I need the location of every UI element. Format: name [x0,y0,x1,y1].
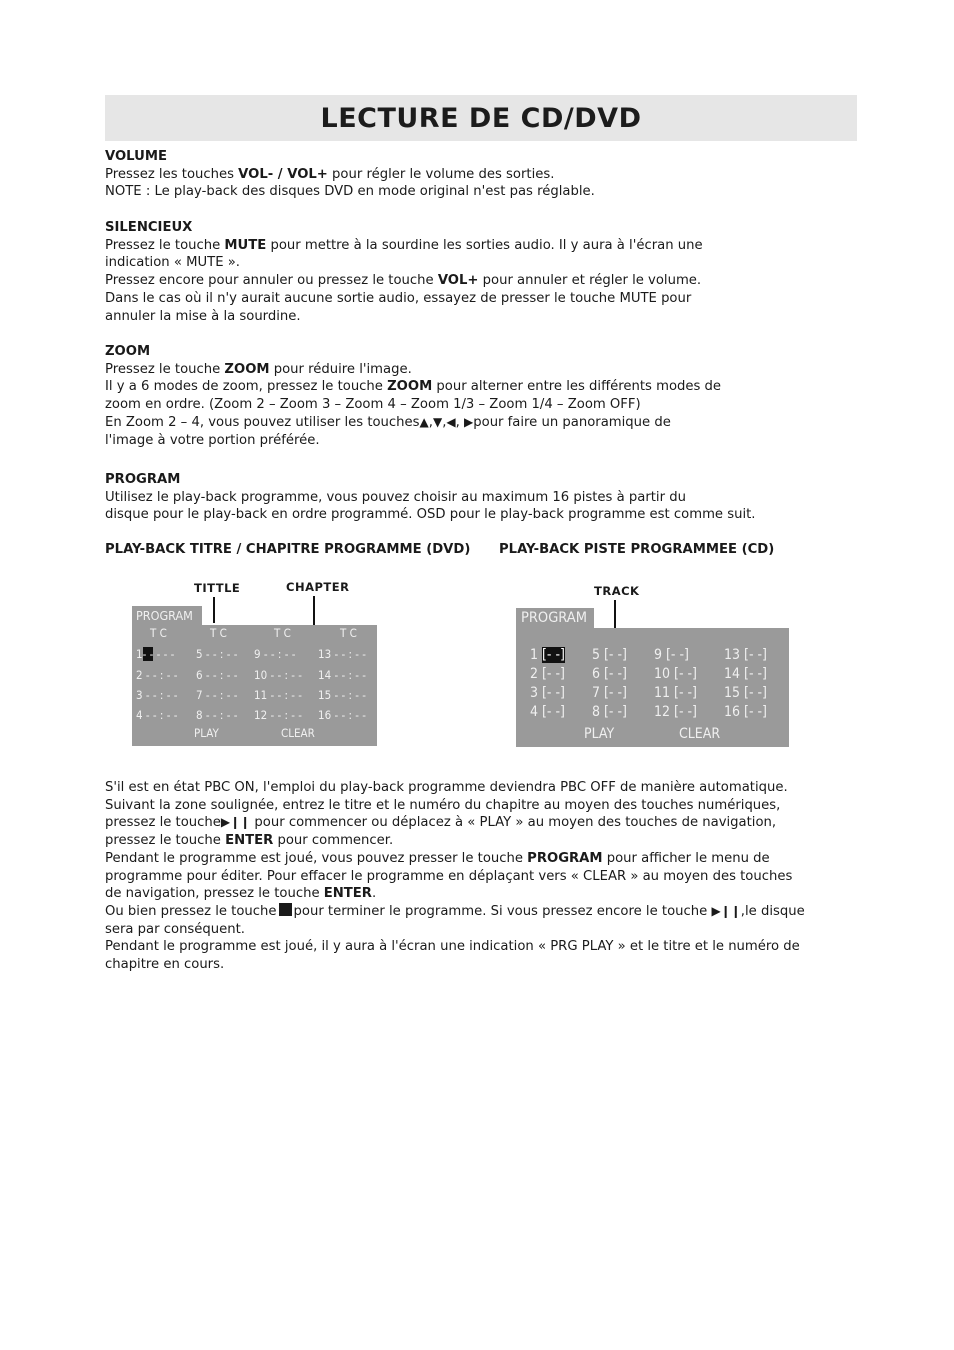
dvd-slot-number: 11 [254,688,268,702]
dvd-slot-number: 7 [196,688,203,702]
volume-line-2: NOTE : Le play-back des disques DVD en mode original n'est pas réglable. [105,184,595,200]
cd-slot-value: [- -] [604,685,627,701]
dvd-col-header: T C [274,626,291,640]
cd-slot-number: 12 [654,704,675,720]
dvd-heading: PLAY-BACK TITRE / CHAPITRE PROGRAMME (DVD) [105,542,471,557]
body-p8: Ou bien pressez le touche pour terminer le programme. Si vous pressez encore le touche ▶❙❙,le disque [105,903,805,919]
dvd-slot-value: - - : - - [267,688,303,702]
cd-slot [724,647,767,663]
cd-slot-value: [- -] [666,647,689,663]
cd-label-track: TRACK [594,584,640,598]
dvd-slot [318,668,366,682]
cd-slot [530,666,565,682]
dvd-slot-value: - - : - - [260,647,296,661]
cd-slot-selected[interactable]: [- -] [542,647,565,663]
dvd-col-header: T C [210,626,227,640]
cd-slot [654,647,689,663]
dvd-slot-number: 2 [136,668,143,682]
dvd-slot-number: 14 [318,668,332,682]
zoom-heading: ZOOM [105,344,151,359]
silencieux-line-4: Dans le cas où il n'y aurait aucune sortie audio, essayez de presser le touche MUTE pour [105,290,692,306]
cd-slot [654,666,697,682]
volume-line-1: Pressez les touches VOL- / VOL+ pour régler le volume des sorties. [105,166,555,182]
dvd-slot-value: - - : - - [202,708,238,722]
cd-slot-value: [- -] [604,647,627,663]
dvd-slot-number: 9 [254,647,261,661]
dvd-label-chapter: CHAPTER [286,580,350,594]
dvd-slot [136,647,174,661]
arrow-right-icon: ▶ [464,414,474,429]
cd-slot-value: [- -] [674,685,697,701]
cd-slot-value: [- -] [542,685,565,701]
dvd-col-header: T C [150,626,167,640]
dvd-slot-number: 6 [196,668,203,682]
cd-slot [724,704,767,720]
cd-slot-number: 14 [724,666,745,682]
arrow-left-icon: ◀ [446,414,456,429]
dvd-slot-number: 8 [196,708,203,722]
dvd-slot-value: - - : - - [267,708,303,722]
zoom-line-2: Il y a 6 modes de zoom, pressez le touche ZOOM pour alterner entre les différents modes de [105,379,722,395]
silencieux-line-3: Pressez encore pour annuler ou pressez le touche VOL+ pour annuler et régler le volume. [105,273,702,289]
dvd-slot [254,708,302,722]
body-p9: sera par conséquent. [105,921,245,937]
dvd-slot-value: - - : - - [202,647,238,661]
cd-slot [592,704,627,720]
dvd-slot-value: - - : - - [202,668,238,682]
cd-play-button[interactable]: PLAY [584,726,615,742]
stop-icon [279,903,292,916]
cd-slot-number: 6 [592,666,605,682]
cd-slot-value: [- -] [674,704,697,720]
dvd-slot [136,708,177,722]
dvd-osd-tab: PROGRAM [132,606,202,626]
cd-slot-value: [- -] [674,666,697,682]
silencieux-line-1: Pressez le touche MUTE pour mettre à la sourdine les sorties audio. Il y aura à l'écran une [105,237,703,253]
cd-slot [530,704,565,720]
program-line-1: Utilisez le play-back programme, vous pouvez choisir au maximum 16 pistes à partir du [105,489,686,505]
dvd-slot-number: 15 [318,688,332,702]
dvd-slot-number: 13 [318,647,332,661]
cd-clear-button[interactable]: CLEAR [679,726,721,742]
body-p5: Pendant le programme est joué, vous pouvez presser le touche PROGRAM pour afficher le menu de [105,850,770,866]
dvd-slot [136,668,177,682]
dvd-slot [254,668,302,682]
dvd-slot [196,708,237,722]
dvd-slot-value: - - : - - [331,688,367,702]
title-pointer-line [213,597,215,623]
cd-slot-number: 9 [654,647,667,663]
body-p7: de navigation, pressez le touche ENTER. [105,886,377,902]
dvd-slot [318,688,366,702]
dvd-slot-number: 1 [136,647,143,661]
cd-slot [592,666,627,682]
cd-slot-value: [- -] [604,666,627,682]
page-title: LECTURE DE CD/DVD [320,102,642,134]
zoom-line-3: zoom en ordre. (Zoom 2 – Zoom 3 – Zoom 4 – Zoom 1/3 – Zoom 1/4 – Zoom OFF) [105,397,641,413]
cd-slot-value: [- -] [744,685,767,701]
dvd-program-osd [132,625,377,746]
arrow-down-icon: ▼ [432,414,443,429]
cd-slot [654,685,697,701]
dvd-slot-value: - - : - - [331,708,367,722]
cd-slot-number: 5 [592,647,605,663]
body-text [105,779,865,974]
cd-slot [530,685,565,701]
program-heading: PROGRAM [105,472,181,487]
dvd-slot-value: - - : - - [331,668,367,682]
cd-osd-tab: PROGRAM [516,608,594,629]
dvd-slot-number: 12 [254,708,268,722]
body-p2: Suivant la zone soulignée, entrez le titre et le numéro du chapitre au moyen des touches numériques, [105,797,781,813]
dvd-slot-value: - - - [153,647,175,661]
body-p6: programme pour éditer. Pour effacer le programme en déplaçant vers « CLEAR » au moyen des touches [105,868,793,884]
body-p4: pressez le touche ENTER pour commencer. [105,833,394,849]
dvd-label-title: TITTLE [194,581,241,595]
silencieux-line-2: indication « MUTE ». [105,255,240,271]
section-volume [105,148,845,201]
section-zoom [105,343,845,449]
dvd-slot-value: - - : - - [142,708,178,722]
dvd-slot [318,647,366,661]
cd-slot-value: [- -] [744,666,767,682]
dvd-slot [254,688,302,702]
dvd-slot-value: - - : - - [142,688,178,702]
program-line-2: disque pour le play-back en ordre programmé. OSD pour le play-back programme est comme suit. [105,507,756,523]
section-silencieux [105,219,845,325]
cd-slot [724,685,767,701]
dvd-col-header: T C [340,626,357,640]
dvd-play-button[interactable]: PLAY [194,726,219,740]
dvd-clear-button[interactable]: CLEAR [281,726,315,740]
cd-slot [530,647,565,663]
volume-heading: VOLUME [105,149,167,164]
dvd-slot-number: 3 [136,688,143,702]
dvd-slot [196,688,237,702]
silencieux-heading: SILENCIEUX [105,220,193,235]
cd-slot [592,647,627,663]
cd-slot-value: [- -] [542,704,565,720]
title-bar [105,95,857,141]
dvd-slot-value: - - : - - [142,668,178,682]
dvd-slot-number: 10 [254,668,268,682]
cd-program-osd [516,628,789,747]
cd-slot-number: 4 [530,704,543,720]
dvd-slot-number: 4 [136,708,143,722]
zoom-line-4: En Zoom 2 – 4, vous pouvez utiliser les touches▲,▼,◀, ▶pour faire un panoramique de [105,414,671,430]
body-p11: chapitre en cours. [105,957,225,973]
cd-slot-number: 10 [654,666,675,682]
play-pause-icon: ▶❙❙ [711,903,741,918]
cd-slot [592,685,627,701]
cd-slot-number: 15 [724,685,745,701]
cd-slot [654,704,697,720]
cd-slot-number: 8 [592,704,605,720]
cd-slot-number: 3 [530,685,543,701]
zoom-line-5: l'image à votre portion préférée. [105,432,320,448]
cd-slot-number: 1 [530,647,543,663]
cd-slot-number: 11 [654,685,675,701]
dvd-slot [318,708,366,722]
dvd-slot [196,647,237,661]
arrow-up-icon: ▲ [419,414,429,429]
dvd-slot-value: - - : - - [267,668,303,682]
cd-heading: PLAY-BACK PISTE PROGRAMMEE (CD) [499,542,775,557]
dvd-slot-value: - - : - - [202,688,238,702]
body-p3: pressez le touche▶❙❙ pour commencer ou déplacez à « PLAY » au moyen des touches de navigation, [105,815,777,831]
body-p1: S'il est en état PBC ON, l'emploi du play-back programme deviendra PBC OFF de manière automatique. [105,780,788,795]
cd-slot-number: 2 [530,666,543,682]
cd-slot-value: [- -] [744,647,767,663]
cd-slot-value: [- -] [744,704,767,720]
dvd-slot [254,647,295,661]
cd-slot-number: 7 [592,685,605,701]
dvd-slot-number: 16 [318,708,332,722]
dvd-slot-value: - - : - - [331,647,367,661]
silencieux-line-5: annuler la mise à la sourdine. [105,308,301,324]
dvd-slot [136,688,177,702]
dvd-slot [196,668,237,682]
cd-slot-value: [- -] [604,704,627,720]
zoom-line-1: Pressez le touche ZOOM pour réduire l'image. [105,361,412,377]
cd-slot-number: 13 [724,647,745,663]
section-program [105,471,845,524]
play-pause-icon: ▶❙❙ [220,815,251,830]
cd-slot [724,666,767,682]
dvd-slot-selected[interactable]: - - [142,647,154,661]
cd-slot-value: [- -] [542,666,565,682]
body-p10: Pendant le programme est joué, il y aura à l'écran une indication « PRG PLAY » et le titre et le numéro de [105,939,800,955]
cd-slot-number: 16 [724,704,745,720]
dvd-slot-number: 5 [196,647,203,661]
